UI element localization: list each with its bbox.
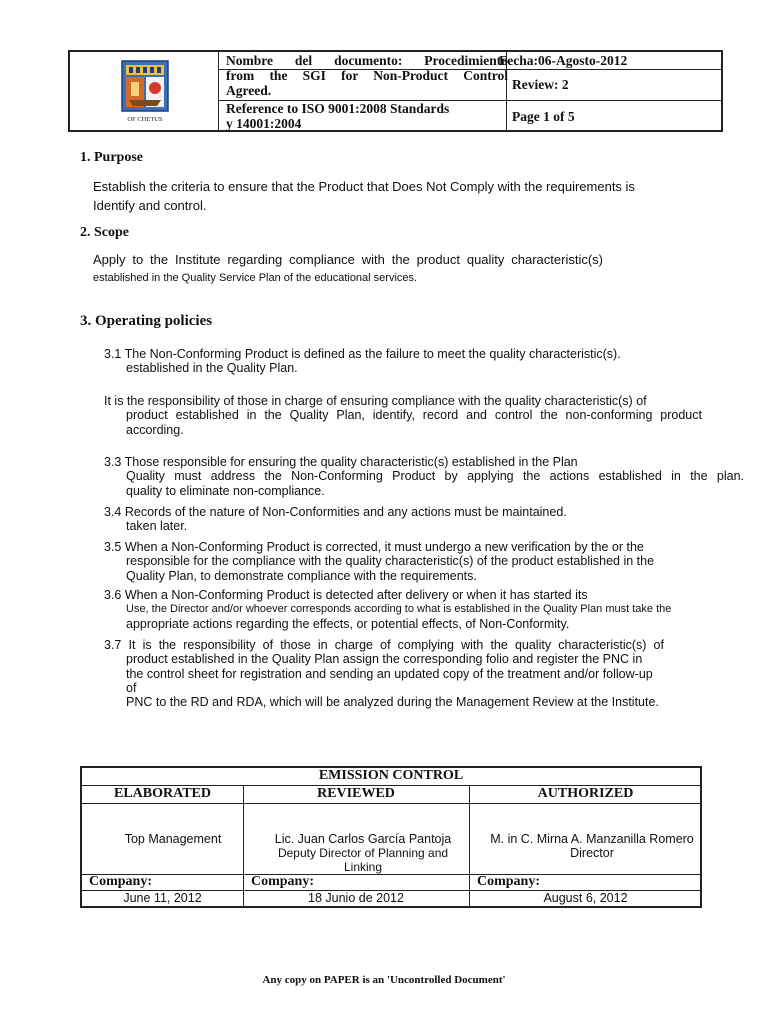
elaborated-name: Top Management <box>124 832 222 846</box>
policy-3-1: 3.1 The Non-Conforming Product is defined as the failure to meet the quality characteristic(s). established in the Quality Plan. <box>104 347 621 376</box>
reviewed-name: Lic. Juan Carlos García Pantoja <box>274 832 452 846</box>
elaborated-date: June 11, 2012 <box>123 891 202 905</box>
authorized-header: AUTHORIZED <box>537 786 634 801</box>
authorized-company-label: Company: <box>477 874 541 889</box>
elaborated-header: ELABORATED <box>114 786 211 801</box>
uncontrolled-copy-notice: Any copy on PAPER is an 'Uncontrolled Document' <box>262 974 506 986</box>
reviewed-header: REVIEWED <box>317 786 395 801</box>
policy-3-6: 3.6 When a Non-Conforming Product is detected after delivery or when it has started its Use, the Director and/or whoever corresponds according to what is established in the Quality Plan must take the appropriate actions regarding the effects, or potential effects, of Non-Conformity. <box>104 588 672 631</box>
iso-reference: Reference to ISO 9001:2008 Standards y 14001:2004 <box>226 101 450 131</box>
scope-text: Apply to the Institute regarding compliance with the product quality characteristic(s) established in the Quality Service Plan of the educational services. <box>93 252 603 284</box>
reviewed-date: 18 Junio de 2012 <box>308 891 404 905</box>
emission-control-title: EMISSION CONTROL <box>318 768 464 783</box>
policy-3-4: 3.4 Records of the nature of Non-Conformities and any actions must be maintained. taken later. <box>104 505 567 534</box>
policy-3-7: 3.7 It is the responsibility of those in charge of complying with the quality characteristic(s) of product established in the Quality Plan assign the corresponding folio and register the PNC in the control sheet for registration and sending an updated copy of the treatment and/or follow-up of PNC to the RD and RDA, which will be analyzed during the Management Review at the Institute. <box>104 638 664 710</box>
elaborated-company-label: Company: <box>89 874 153 889</box>
page-number: Page 1 of 5 <box>512 109 575 124</box>
reviewed-role: Deputy Director of Planning and Linking <box>277 846 449 874</box>
authorized-role: Director <box>570 846 614 860</box>
authorized-date: August 6, 2012 <box>543 891 628 905</box>
document-name: Nombre del documento: Procedimiento from the SGI for Non-Product Control Agreed. <box>226 53 508 98</box>
reviewed-company-label: Company: <box>251 874 315 889</box>
emission-control-table <box>80 766 702 908</box>
purpose-heading: 1. Purpose <box>80 150 143 165</box>
authorized-name: M. in C. Mirna A. Manzanilla Romero <box>490 832 694 846</box>
institute-logo <box>121 60 169 124</box>
review-number: Review: 2 <box>512 77 569 92</box>
document-header-table <box>68 50 723 132</box>
scope-heading: 2. Scope <box>80 225 129 240</box>
document-date: Fecha:06-Agosto-2012 <box>499 53 628 68</box>
purpose-text: Establish the criteria to ensure that the Product that Does Not Comply with the requirements is Identify and control. <box>93 179 635 213</box>
policy-3-2: It is the responsibility of those in charge of ensuring compliance with the quality characteristic(s) of product established in the Quality Plan, identify, record and control the non-conforming product according. <box>104 394 702 437</box>
svg-text:OF CHETUS: OF CHETUS <box>127 116 163 123</box>
policy-3-3: 3.3 Those responsible for ensuring the quality characteristic(s) established in the Plan Quality must address the Non-Conforming Product by applying the actions established in the plan. quality to eliminate non-compliance. <box>104 455 744 498</box>
policy-3-5: 3.5 When a Non-Conforming Product is corrected, it must undergo a new verification by the or the responsible for the compliance with the quality characteristic(s) of the product established in the Quality Plan, to demonstrate compliance with the requirements. <box>104 540 655 583</box>
policies-heading: 3. Operating policies <box>80 313 213 329</box>
